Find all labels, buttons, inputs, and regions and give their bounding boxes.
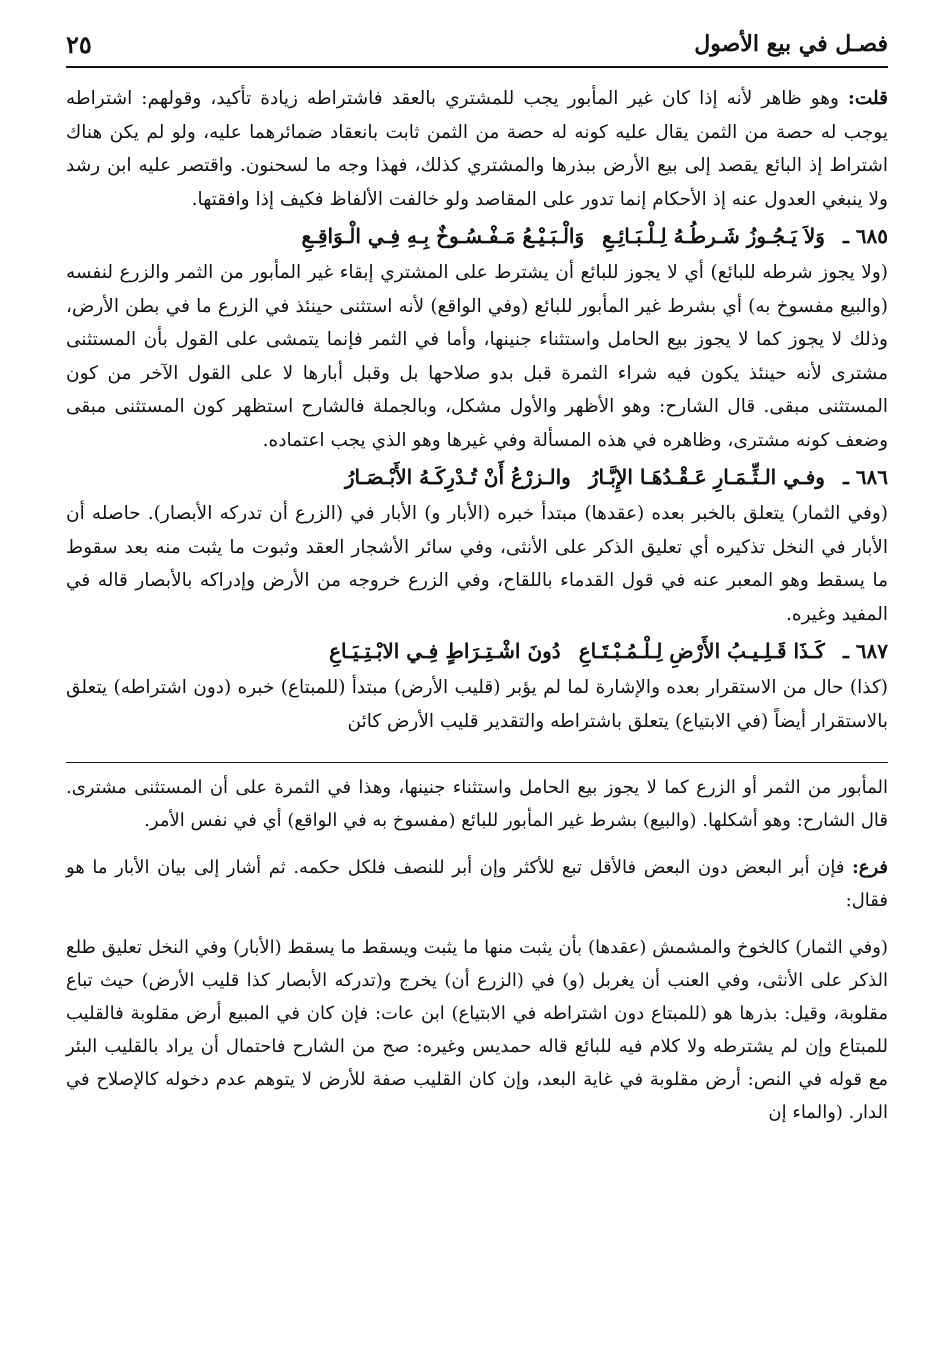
page [66,22,888,1143]
verse-686 [66,459,888,495]
verse-number: ٦٨٧ ـ [842,639,888,663]
footnote-lead: فرع: [852,857,888,878]
verse-hemistich-1: وَلاَ يَـجُـوزُ شَـرطُـهُ لِـلْـبَـائِـعِ [602,224,825,248]
verse-hemistich-1: وفـي الـثِّـمَـارِ عَـقْـدُهَـا الإِبَّـارُ [588,465,825,489]
footnotes [66,771,888,1129]
footnote-text: فإن أبر البعض دون البعض فالأقل تبع للأكثر وإن أبر للنصف فلكل حكمه. ثم أشار إلى بيان الأبار ما هو فقال: [66,857,888,911]
footnote-1: المأبور من الثمر أو الزرع كما لا يجوز بيع الحامل واستثناء جنينها، وهذا في الثمرة على أن المستثنى مشترى. قال الشارح: وهو أشكلها. (والبيع) بشرط غير المأبور للبائع (مفسوخ به في الواقع) أي في نفس الأمر. [66,777,888,831]
verse-687 [66,633,888,669]
paragraph-commentary-3: (وفي الثمار) يتعلق بالخبر بعده (عقدها) مبتدأ خبره (الأبار و) الأبار في (الزرع أن تدركه الأبصار). حاصله أن الأبار في النخل تذكيره أي تعليق الذكر على الأنثى، وفي سائر الأشجار العقد وثبوت ما يثبت منه بعد سقوط ما يسقط وهو المعبر عنه في قول القدماء باللقاح، وفي الزرع خروجه من الأرض وإدراكه بالأبصار قاله في المفيد وغيره. [66,503,888,625]
verse-685 [66,218,888,254]
paragraph-lead: قلت: [848,88,888,109]
paragraph-commentary-4: (كذا) حال من الاستقرار بعده والإشارة لما لم يؤبر (قليب الأرض) مبتدأ (للمبتاع) خبره (دون اشتراطه) يتعلق بالاستقرار أيضاً (في الابتياع) يتعلق باشتراطه والتقدير قليب الأرض كائن [66,677,888,732]
footnote-2 [66,851,888,917]
page-number: ٢٥ [66,29,92,59]
footnote-3: (وفي الثمار) كالخوخ والمشمش (عقدها) بأن يثبت منها ما يثبت ويسقط ما يسقط (الأبار) وفي النخل تعليق طلع الذكر على الأنثى، وفي العنب أن يغربل (و) في (الزرع أن) يخرج و(تدركه الأبصار كذا قليب الأرض) حيث تباع مقلوبة، وقيل: بذرها هو (للمبتاع دون اشتراطه في الابتياع) ابن عات: فإن كان في المبيع أرض مقلوبة فالقليب للمبتاع وإن لم يشترطه ولا كلام فيه للبائع قاله حمديس وغيره: صح من الشارح فاحتمال أن يراد بالقليب البئر مع قوله في النص: أرض مقلوبة في غاية البعد، وإن كان القليب صفة للأرض لا يتوهم عدم دخوله كالإصلاح في الدار. (والماء إن [66,937,888,1123]
paragraph-commentary-2: (ولا يجوز شرطه للبائع) أي لا يجوز للبائع أن يشترط على المشتري إبقاء غير المأبور من الثمر والزرع لنفسه (والبيع مفسوخ به) أي بشرط غير المأبور للبائع (وفي الواقع) لأنه استثنى حينئذ في الزرع ما في بطن الأرض، وذلك لا يجوز كما لا يجوز بيع الحامل واستثناء جنينها، وأما في الثمر فإنما يتمشى على القول بأن المستثنى مشترى لأنه حينئذ يكون فيه شراء الثمرة قبل بدو صلاحها بل وقبل أبارها لا على القول الآخر من كون المستثنى مبقى. قال الشارح: وهو الأظهر والأول مشكل، وبالجملة فالشارح استظهر كون المستثنى مبقى وضعف كونه مشترى، وظاهره في هذه المسألة وفي غيرها وهو الذي يجب اعتماده. [66,262,888,451]
verse-hemistich-1: كَـذَا قَـلِـيـبُ الأَرْضِ لِـلْـمُـبْـتَـاعِ [578,639,825,663]
verse-hemistich-2: دُونَ اشْـتِـرَاطٍ فِـي الابْـتِـيَـاعِ [329,639,561,663]
verse-number: ٦٨٥ ـ [842,224,888,248]
main-text [66,82,888,738]
verse-number: ٦٨٦ ـ [842,465,888,489]
running-title: فصـل في بيع الأصول [694,31,888,57]
footnote-divider [66,762,888,763]
verse-hemistich-2: وَالْـبَـيْـعُ مَـفْـسُـوخٌ بِـهِ فِـي الْـوَاقِـعِ [301,224,585,248]
verse-hemistich-2: والـزرْعُ أَنْ تُـدْرِكَـهُ الأَبْـصَـارُ [344,465,571,489]
paragraph-text: وهو ظاهر لأنه إذا كان غير المأبور يجب للمشتري بالعقد فاشتراطه زيادة تأكيد، وقولهم: اشتراطه يوجب له حصة من الثمن يقال عليه كونه له حصة من الثمن ثابت بانعقاد ضمائرهما عليه، ولو لم يكن هناك اشتراط إذ البائع يقصد إلى بيع الأرض ببذرها والمشتري كذلك، فهذا وجه ما لسحنون. واقتصر عليه ابن رشد ولا ينبغي العدول عنه إذ الأحكام إنما تدور على المقاصد ولو خالفت الألفاظ فكيف إذا وافقتها. [66,88,888,210]
page-header [66,22,888,68]
paragraph-commentary-1 [66,82,888,216]
